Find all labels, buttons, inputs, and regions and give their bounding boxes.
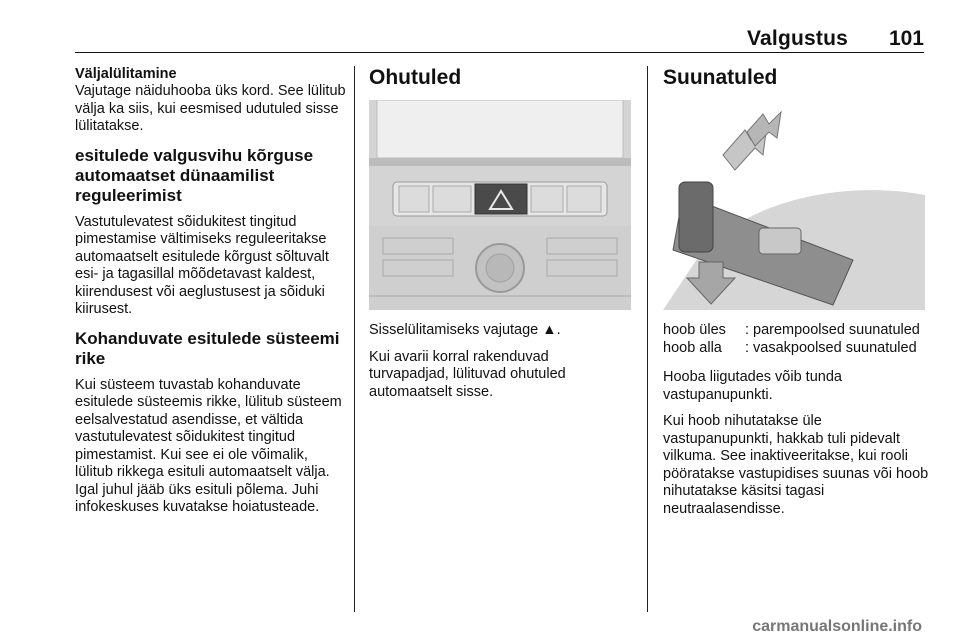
paragraph: Vajutage näiduhooba üks kord. See lülitub välja ka siis, kui eesmised udutuled sisse lülitatakse.	[75, 83, 346, 134]
paragraph: Vastutulevatest sõidukitest tingitud pimestamise vältimiseks reguleeritakse automaatselt esitulede kõrgust sõltuvalt esi- ja tagasillal mõõdetavast kaldest, kiirendusest või aeglustusest ja sõiduki kiirusest.	[75, 213, 329, 317]
def-description: parempoolsed suunatuled	[753, 322, 920, 338]
definition-row	[663, 322, 920, 340]
def-term: hoob alla	[663, 339, 722, 356]
definition-row	[663, 340, 920, 358]
hazard-button-figure	[369, 100, 631, 310]
hazard-button-panel-illustration	[369, 100, 631, 310]
def-separator: :	[744, 339, 750, 356]
section-title: Valgustus	[747, 27, 848, 50]
column-1	[75, 66, 347, 526]
heading-hazard-lights: Ohutuled	[369, 66, 462, 89]
column-2	[369, 66, 631, 410]
paragraph: Kui avarii korral rakenduvad turvapadjad, lülituvad ohutuled automaatselt sisse.	[369, 348, 566, 400]
turn-signal-lever-illustration	[663, 100, 925, 310]
column-divider	[647, 66, 648, 612]
turn-signal-figure	[663, 100, 925, 310]
paragraph: Kui hoob nihutatakse üle vastupanupunkti, hakkab tuli pidevalt vilkuma. See inaktiveeritakse, kui rooli pööratakse vastupidises suunas või hoob nihutatakse käsitsi tagasi neutraalasendisse.	[663, 413, 929, 517]
column-3	[663, 66, 929, 527]
def-description: vasakpoolsed suunatuled	[753, 339, 917, 356]
lever-definitions	[663, 322, 920, 357]
def-separator: :	[744, 322, 750, 338]
page-header	[0, 0, 960, 52]
page-number: 101	[888, 27, 924, 50]
heading-dynamic-leveling: esitulede valgusvihu kõrguse automaatset dünaamilist reguleerimist	[75, 145, 314, 205]
paragraph: Kui süsteem tuvastab kohanduvate esitulede süsteemis rikke, lülitub süsteem eelsalvestatud asendisse, et vältida vastutulevatest sõidukitest tingitud pimestamist. Kui see ei ole võimalik, lülitub rikkega esituli automaatselt välja. Igal juhul jääb üks esituli põlema. Juhi infokeskuses kuvatakse hoiatusteade.	[75, 376, 342, 515]
paragraph: Hooba liigutades võib tunda vastupanupunkti.	[663, 369, 842, 403]
watermark: carmanualsonline.info	[752, 618, 922, 635]
subheading-off: Väljalülitamine	[75, 66, 177, 82]
heading-turn-signals: Suunatuled	[663, 66, 778, 89]
heading-afl-fault: Kohanduvate esitulede süsteemi rike	[75, 328, 340, 368]
column-divider	[354, 66, 355, 612]
figure-caption: Sisselülitamiseks vajutage ▲.	[369, 322, 561, 338]
header-rule	[75, 52, 924, 53]
def-term: hoob üles	[663, 322, 726, 338]
